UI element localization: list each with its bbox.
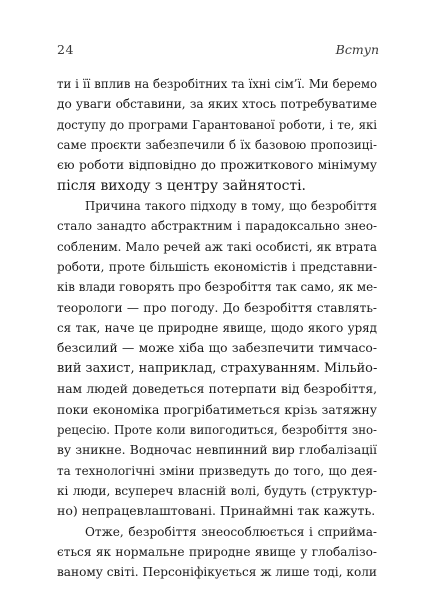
text-line: роботи, проте більшість економістів і представни- (57, 260, 377, 275)
body-text (57, 74, 377, 583)
text-line: єю роботи відповідно до прожиткового мінімуму (57, 158, 377, 173)
text-line: ків влади говорять про безробіття так само, як ме- (57, 280, 377, 295)
text-line: но) непрацевлаштовані. Принаймні так кажуть. (57, 503, 376, 519)
text-line: доступу до програми Гарантованої роботи, і те, які (57, 117, 377, 132)
text-line: рецесію. Проте коли випогодиться, безробіття зно- (57, 422, 377, 437)
text-line: поки економіка прогрібатиметься крізь затяжну (57, 402, 377, 417)
text-line: собленим. Мало речей аж такі особисті, як втрата (57, 239, 377, 254)
page-number: 24 (57, 42, 74, 57)
text-line: ву зникне. Водночас невпинний вир глобалізації (57, 443, 377, 458)
text-line: ваному світі. Персоніфікується ж лише тоді, коли (57, 565, 377, 580)
section-title: Вступ (335, 42, 379, 57)
text-line: безсилий — може хіба що забезпечити тимчасо- (57, 341, 377, 356)
text-line: нам людей доведеться потерпати від безробіття, (57, 382, 377, 397)
text-line: теорологи — про погоду. До безробіття ставлять- (57, 300, 377, 315)
text-line: та технологічні зміни призведуть до того, що дея- (57, 463, 377, 478)
text-line: ти і її вплив на безробітних та їхні сім’ї. Ми беремо (57, 77, 377, 91)
text-line: Причина такого підходу в тому, що безробіття (85, 199, 377, 214)
text-line: саме проєкти забезпечили б їх базовою пропозиці- (57, 138, 377, 153)
text-line: ся так, наче це природне явище, щодо якого уряд (57, 321, 377, 336)
text-line: стало занадто абстрактним і парадоксально знео- (57, 219, 377, 234)
running-header (57, 42, 379, 62)
text-line: вий захист, наприклад, страхуванням. Мільйо- (57, 360, 377, 376)
text-line: до уваги обставини, за яких хтось потребуватиме (57, 97, 377, 112)
text-line: ється як нормальне природне явище у глобалізо- (57, 544, 377, 559)
text-line: кі люди, всупереч власній волі, будуть (структур- (57, 483, 377, 498)
text-line: Отже, безробіття знеособлюється і сприйма- (85, 524, 377, 539)
text-line: після виходу з центру зайнятості. (57, 177, 306, 194)
